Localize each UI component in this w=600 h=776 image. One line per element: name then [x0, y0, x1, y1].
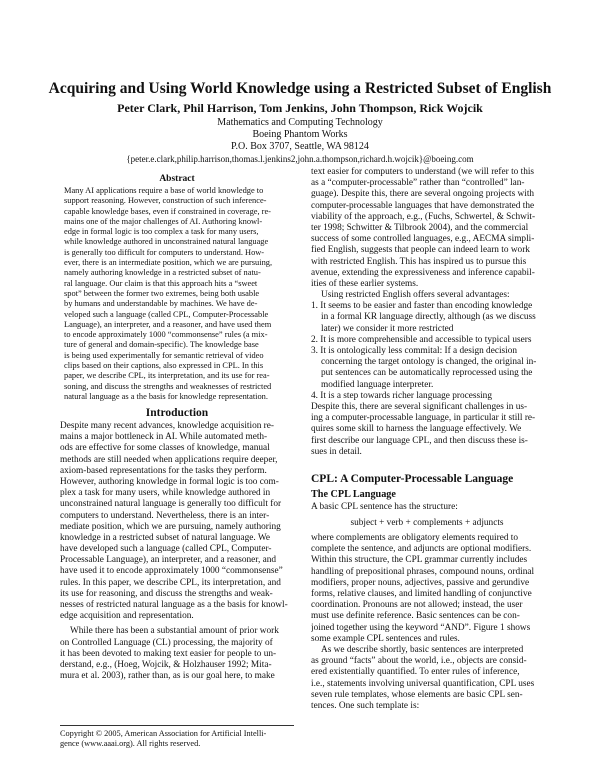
text-line: support reasoning. However, construction of such inference-	[64, 196, 267, 206]
text-line: have developed such a language (called CPL, Computer-	[60, 544, 272, 555]
text-line: with restricted English. This has inspired us to pursue this	[311, 256, 527, 267]
text-line: as a “computer-processable” rather than “controlled” lan-	[311, 178, 525, 189]
text-line: Many AI applications require a base of world knowledge to	[64, 186, 264, 195]
introduction-body-2	[60, 626, 294, 682]
text-line: first describe our language CPL, and then discuss these is-	[311, 435, 528, 446]
advantages-intro: Using restricted English offers several advantages:	[321, 290, 510, 301]
text-line: while knowledge authored in unconstrained natural language	[64, 237, 269, 247]
text-line: However, authoring knowledge in formal logic is too com-	[60, 476, 279, 487]
basic-intro: A basic CPL sentence has the structure:	[311, 501, 458, 512]
after-list-body	[311, 402, 543, 458]
advantage-item-continuation: modified language interpreter.	[321, 379, 434, 390]
advantage-item-continuation: put sentences can be automatically reprocessed using the	[321, 368, 533, 379]
advantage-item-continuation: concerning the target ontology is changed, the original in-	[321, 357, 537, 368]
text-line: is generally too difficult for computers to understand. How-	[64, 247, 265, 257]
text-line: edge acquisition and representation.	[60, 611, 194, 622]
affiliation-line: P.O. Box 3707, Seattle, WA 98124	[231, 141, 369, 152]
text-line: soning, and discuss the strengths and weaknesses of restricted	[64, 381, 272, 391]
text-line: where complements are obligatory elements required to	[311, 533, 519, 544]
copyright-notice	[60, 725, 294, 749]
abstract-body	[64, 186, 290, 402]
copyright-line: Copyright © 2005, American Association for Artificial Intelli-	[60, 729, 267, 738]
text-line: to encode approximately 1000 “commonsense” rules (a mix-	[64, 330, 268, 340]
text-line: plex a task for many users, while knowledge authored in	[60, 488, 271, 499]
cpl-section-heading: CPL: A Computer-Processable Language	[311, 472, 514, 485]
right-body	[311, 167, 543, 290]
text-line: i.e., statements involving universal quantification, CPL uses	[311, 678, 535, 689]
text-line: guage). Despite this, there are several ongoing projects with	[311, 189, 535, 200]
advantage-item: 3. It is ontologically less commital: If a design decision	[311, 346, 518, 356]
text-line: derstand, e.g., (Hoeg, Wojcik, & Holzhauser 1992; Mita-	[60, 659, 272, 670]
text-line: axiom-based representations for the tasks they perform.	[60, 465, 267, 476]
text-line: ered existentially quantified. To enter rules of inference,	[311, 667, 520, 678]
text-line: Processable Language), an interpreter, and a reasoner, and	[60, 555, 277, 566]
text-line: ral language. Our claim is that this approach hits a “sweet	[64, 278, 258, 288]
paper-authors: Peter Clark, Phil Harrison, Tom Jenkins, John Thompson, Rick Wojcik	[117, 101, 483, 115]
text-line: fied English, suggests that people can indeed learn to work	[311, 245, 530, 256]
right-column	[311, 167, 543, 712]
text-line: some example CPL sentences and rules.	[311, 633, 460, 644]
text-line: as ground “facts” about the world, i.e., objects are consid-	[311, 656, 527, 667]
text-line: its use for reasoning, and discuss the strengths and weak-	[60, 588, 273, 599]
text-line: nesses of restricted natural language as a the basis for knowl-	[60, 600, 288, 610]
text-line: unconstrained natural language is generally too difficult for	[60, 499, 282, 510]
advantage-item: 2. It is more comprehensible and accessible to typical users	[311, 334, 532, 345]
advantage-item-continuation: in a formal KR language directly, although (as we discuss	[321, 312, 536, 323]
text-line: success of some controlled languages, e.g., AECMA simpli-	[311, 234, 535, 245]
text-line: complete the sentence, and adjuncts are optional modifiers.	[311, 544, 532, 555]
abstract-section	[64, 173, 290, 402]
text-line: is being used experimentally for semantic retrieval of video	[64, 350, 264, 360]
text-line: have used it to encode approximately 1000 “commonsense”	[60, 566, 283, 577]
text-line: ever, there is an intermediate position, which we are pursuing,	[64, 258, 273, 268]
text-line: Despite many recent advances, knowledge acquisition re-	[60, 421, 275, 431]
advantage-item: 4. It is a step towards richer language processing	[311, 390, 492, 401]
text-line: methods are still needed when applications require deeper,	[60, 454, 278, 465]
text-line: viability of the approach, e.g., (Fuchs, Schwertel, & Schwit-	[311, 211, 536, 222]
text-line: namely authoring knowledge in a restricted subset of natu-	[64, 268, 261, 278]
text-line: ing a computer-processable language, in particular it still re-	[311, 413, 536, 424]
text-line: seven rule templates, whose elements are basic CPL sen-	[311, 689, 523, 700]
text-line: veloped such a language (called CPL, Computer-Processable	[64, 309, 269, 319]
text-line: tences. One such template is:	[311, 700, 420, 711]
cpl-basic-body	[311, 533, 543, 645]
text-line: forms, relative clauses, and limited handling of conjunctive	[311, 589, 532, 599]
text-line: Within this structure, the CPL grammar currently includes	[311, 555, 528, 566]
text-line: computers to understand. Nevertheless, there is an inter-	[60, 510, 270, 521]
text-line: edge in formal logic is too complex a task for many users,	[64, 227, 259, 237]
text-line: computer-processable languages that have demonstrated the	[311, 200, 535, 211]
text-line: coordination. Pronouns are not allowed; instead, the user	[311, 600, 523, 611]
sentence-structure-formula: subject + verb + complements + adjuncts	[350, 518, 504, 529]
text-line: clips based on their captions, also expressed in CPL. In this	[64, 361, 264, 371]
text-line: mains a major bottleneck in AI. While automated meth-	[60, 432, 268, 443]
cpl-rules-body	[311, 645, 543, 712]
text-line: natural language as a the basis for knowledge representation.	[64, 391, 268, 401]
text-line: spot” between the former two extremes, being both usable	[64, 288, 260, 298]
text-line: ities of these earlier systems.	[311, 278, 419, 289]
text-line: rules. In this paper, we describe CPL, its interpretation, and	[60, 577, 281, 588]
paper-title: Acquiring and Using World Knowledge using a Restricted Subset of English	[48, 80, 552, 97]
text-line: Language), an interpreter, and a reasoner, and have used them	[64, 319, 272, 329]
text-line: ture of general and domain-specific). The knowledge base	[64, 340, 259, 350]
text-line: modifiers, proper nouns, adjectives, passive and gerundive	[311, 577, 530, 588]
introduction-heading: Introduction	[145, 407, 209, 419]
text-line: by humans and understandable by machines. We have de-	[64, 299, 258, 309]
text-line: handling of prepositional phrases, compound nouns, ordinal	[311, 566, 535, 577]
copyright-line: gence (www.aaai.org). All rights reserved.	[60, 739, 201, 748]
text-line: mediate position, which we are pursuing, namely authoring	[60, 521, 281, 532]
text-line: Despite this, there are several significant challenges in us-	[311, 401, 528, 412]
abstract-heading: Abstract	[159, 174, 195, 184]
text-line: mura et al. 2003), rather than, as is our goal here, to make	[60, 671, 275, 682]
cpl-language-subheading: The CPL Language	[311, 488, 396, 500]
text-line: joined together using the keyword “AND”. Figure 1 shows	[311, 622, 531, 633]
advantages-list	[311, 301, 543, 402]
text-line: quires some skill to harness the language effectively. We	[311, 424, 522, 435]
text-line: ter 1998; Schwitter & Tilbrook 2004), and the commercial	[311, 222, 529, 233]
text-line: it has been devoted to making text easier for people to un-	[60, 648, 277, 659]
affiliation-line: Boeing Phantom Works	[252, 129, 348, 140]
text-line: avenue, extending the expressiveness and inference capabil-	[311, 267, 535, 278]
advantage-item: 1. It seems to be easier and faster than encoding knowledge	[311, 301, 533, 312]
text-line: capable knowledge bases, even if constrained in coverage, re-	[64, 206, 271, 216]
text-line: knowledge in a restricted subset of natural language. We	[60, 532, 270, 543]
text-line: on Controlled Language (CL) processing, the majority of	[60, 637, 273, 648]
text-line: ods are effective for some classes of knowledge, manual	[60, 443, 270, 454]
text-line: text easier for computers to understand (we will refer to this	[311, 167, 535, 177]
introduction-section	[60, 406, 294, 682]
text-line: mains one of the major challenges of AI. Authoring knowl-	[64, 216, 263, 226]
introduction-body	[60, 421, 294, 622]
text-line: sues in detail.	[311, 446, 362, 457]
advantage-item-continuation: later) we consider it more restricted	[321, 323, 454, 334]
text-line: While there has been a substantial amount of prior work	[70, 626, 279, 637]
affiliation-emails: {peter.e.clark,philip.harrison,thomas.l.jenkins2,john.a.thompson,richard.h.wojcik}@boeing.com	[126, 154, 474, 164]
text-line: paper, we describe CPL, its interpretation, and its use for rea-	[64, 371, 270, 381]
text-line: As we describe shortly, basic sentences are interpreted	[321, 644, 524, 655]
affiliation-line: Mathematics and Computing Technology	[217, 117, 383, 128]
text-line: must use definite reference. Basic sentences can be con-	[311, 611, 520, 622]
